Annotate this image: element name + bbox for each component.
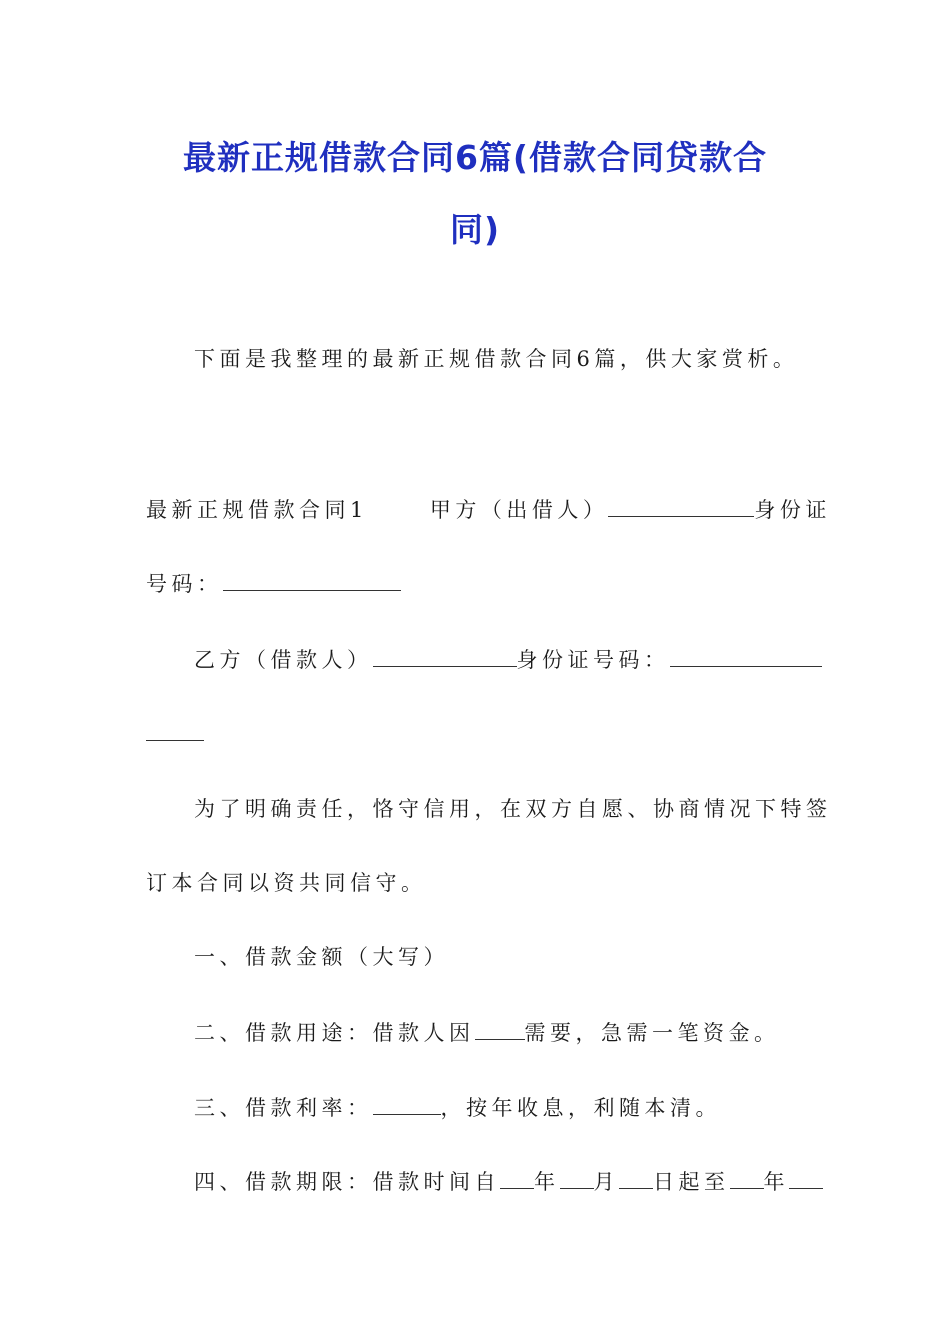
- party-b-id-blank: [670, 644, 822, 667]
- party-b-id-label: 身份证号码：: [516, 648, 670, 672]
- term-year-label: 年: [534, 1170, 560, 1194]
- clause-amount: 一、借款金额（大写）: [194, 945, 449, 969]
- party-b-name-blank: [373, 644, 517, 667]
- clause-rate: [194, 1092, 810, 1123]
- purpose-line1: 为了明确责任，恪守信用，在双方自愿、协商情况下特签: [194, 797, 832, 821]
- term-start-year-blank: [500, 1166, 534, 1189]
- term-start-day-blank: [619, 1166, 653, 1189]
- term-month-label: 月: [593, 1170, 619, 1194]
- term-end-year-blank: [730, 1166, 764, 1189]
- purpose-line2: 订本合同以资共同信守。: [146, 871, 427, 895]
- clause-purpose-suffix: 需要，急需一笔资金。: [524, 1021, 780, 1045]
- term-start-month-blank: [560, 1166, 594, 1189]
- party-a-id-label: 身份证: [754, 498, 831, 522]
- party-a-label: 甲方（出借人）: [429, 498, 609, 522]
- term-from-label: 日起至: [653, 1170, 730, 1194]
- clause-purpose-blank: [475, 1017, 525, 1040]
- document-title-line2: 同): [449, 210, 501, 249]
- clause-purpose-prefix: 二、借款用途：借款人因: [194, 1021, 475, 1045]
- intro-paragraph: 下面是我整理的最新正规借款合同6篇，供大家赏析。: [194, 347, 799, 371]
- clause-term-prefix: 四、借款期限：借款时间自: [194, 1170, 500, 1194]
- party-a-line: [146, 494, 831, 525]
- party-b-id-blank-continued: [146, 718, 204, 741]
- party-b-line: [194, 644, 810, 675]
- contract-heading: 最新正规借款合同1: [146, 498, 368, 522]
- clause-rate-blank: [373, 1092, 441, 1115]
- party-b-id-continuation: [146, 718, 810, 749]
- party-a-id-line: [146, 568, 810, 599]
- party-b-label: 乙方（借款人）: [194, 648, 373, 672]
- term-end-month-blank: [789, 1166, 823, 1189]
- clause-term: [194, 1166, 810, 1197]
- party-a-id-blank: [223, 568, 401, 591]
- clause-rate-prefix: 三、借款利率：: [194, 1096, 373, 1120]
- document-title-line1: 最新正规借款合同6篇(借款合同贷款合: [182, 138, 768, 177]
- clause-purpose: [194, 1017, 810, 1048]
- term-year2-label: 年: [763, 1170, 789, 1194]
- party-a-name-blank: [608, 494, 754, 517]
- party-a-id-label2: 号码：: [146, 572, 223, 596]
- clause-rate-suffix: ，按年收息，利随本清。: [440, 1096, 721, 1120]
